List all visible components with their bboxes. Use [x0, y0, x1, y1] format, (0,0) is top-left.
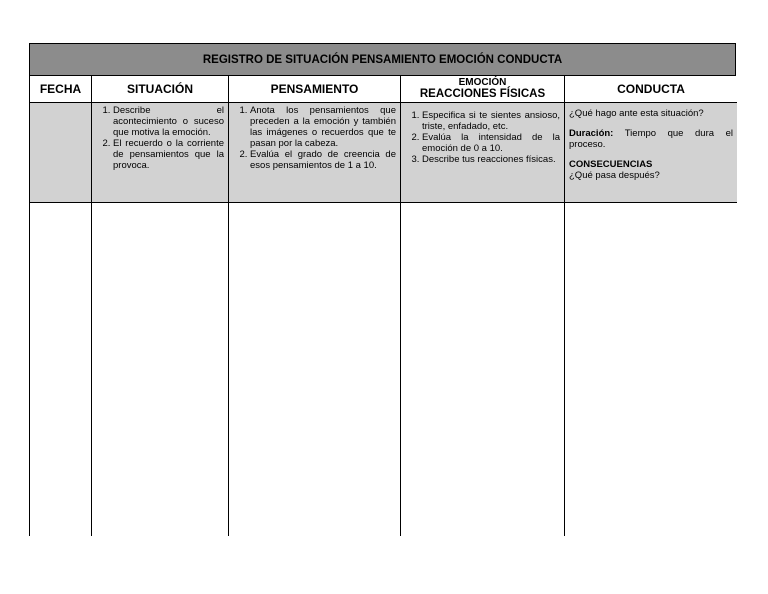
entry-cell-emocion[interactable] — [401, 203, 564, 537]
consequences-label: CONSECUENCIAS — [569, 159, 653, 170]
entry-cell-pensamiento[interactable] — [229, 203, 400, 537]
pensamiento-item: 2. Evalúa el grado de creencia de esos pensamientos de 1 a 10. — [250, 149, 396, 171]
header-situacion: SITUACIÓN — [92, 76, 228, 103]
column-emocion — [401, 76, 565, 535]
thought-record-table — [29, 43, 736, 536]
entry-cell-conducta[interactable] — [565, 203, 737, 537]
description-conducta — [565, 103, 737, 203]
description-pensamiento — [229, 103, 400, 203]
header-emocion — [401, 76, 564, 103]
emocion-item: 2. Evalúa la intensidad de la emoción de 0 a 10. — [422, 132, 560, 154]
consequences-question: ¿Qué pasa después? — [569, 170, 660, 181]
entry-cell-fecha[interactable] — [30, 203, 91, 537]
situacion-item: 1. Describe el acontecimiento o suceso que motiva la emoción. — [113, 105, 224, 138]
emocion-item: 1. Especifica si te sientes ansioso, triste, enfadado, etc. — [422, 110, 560, 132]
description-situacion — [92, 103, 228, 203]
column-fecha — [30, 76, 92, 535]
table-title: REGISTRO DE SITUACIÓN PENSAMIENTO EMOCIÓN CONDUCTA — [30, 44, 735, 76]
conducta-question: ¿Qué hago ante esta situación? — [569, 108, 704, 119]
header-emocion-line2: REACCIONES FÍSICAS — [419, 88, 546, 100]
duration-label: Duración: — [569, 128, 614, 139]
column-pensamiento — [229, 76, 401, 535]
entry-cell-situacion[interactable] — [92, 203, 228, 537]
header-pensamiento: PENSAMIENTO — [229, 76, 400, 103]
header-conducta: CONDUCTA — [565, 76, 737, 103]
description-emocion — [401, 103, 564, 203]
column-situacion — [92, 76, 229, 535]
header-fecha: FECHA — [30, 76, 91, 103]
description-fecha — [30, 103, 91, 203]
emocion-item: 3. Describe tus reacciones físicas. — [422, 154, 560, 165]
conducta-consequences — [569, 159, 733, 181]
duration-text: Tiempo que dura el proceso. — [569, 128, 733, 150]
conducta-duration — [569, 128, 733, 150]
pensamiento-item: 1. Anota los pensamientos que preceden a la emoción y también las imágenes o recuerdos que te pasan por la cabeza. — [250, 105, 396, 149]
situacion-item: 2. El recuerdo o la corriente de pensamientos que la provoca. — [113, 138, 224, 171]
column-conducta — [565, 76, 737, 535]
header-emocion-line1: EMOCIÓN — [458, 77, 507, 88]
